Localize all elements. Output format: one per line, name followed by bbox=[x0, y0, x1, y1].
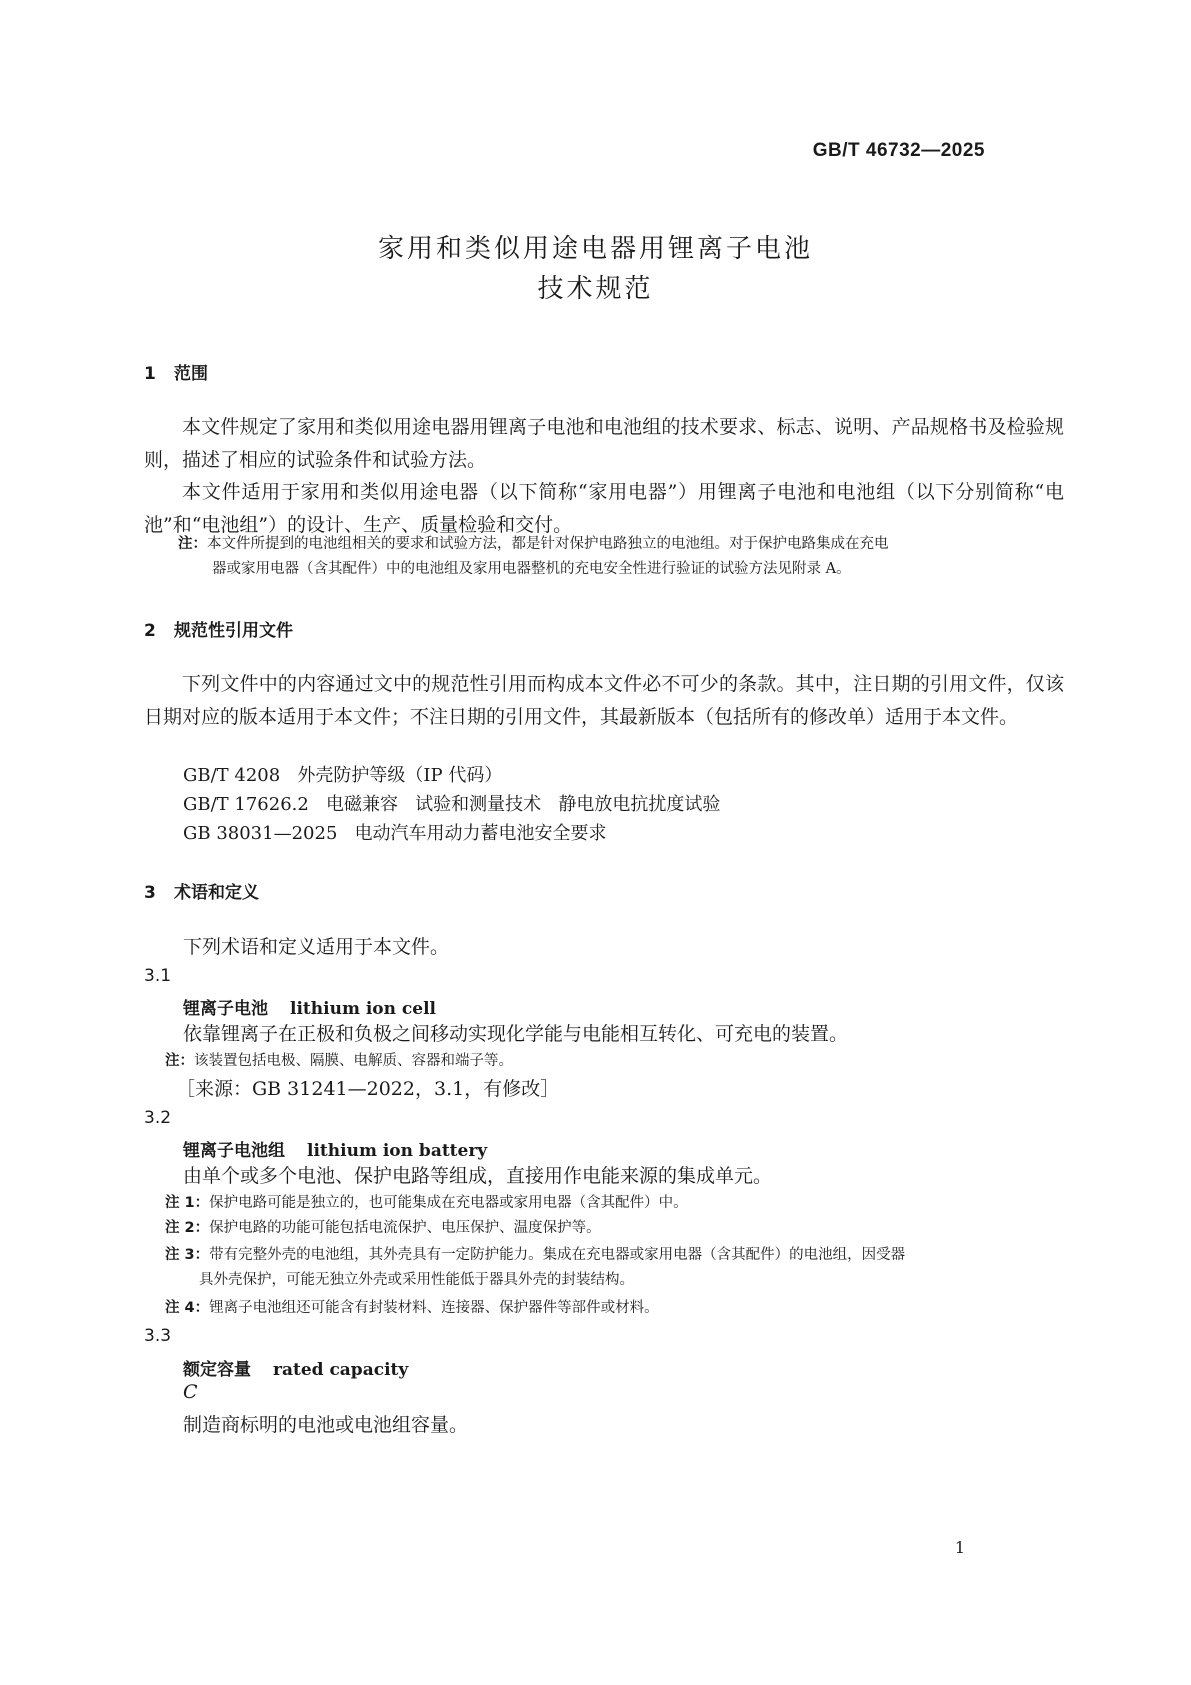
section-number: 3 bbox=[144, 883, 156, 903]
note-text: 该装置包括电极、隔膜、电解质、容器和端子等。 bbox=[194, 1053, 513, 1069]
term-3-3-number: 3.3 bbox=[144, 1326, 172, 1346]
normative-reference-2: GB/T 17626.2 电磁兼容 试验和测量技术 静电放电抗扰度试验 bbox=[183, 794, 721, 815]
note-label: 注： bbox=[178, 536, 207, 552]
note-text: 保护电路可能是独立的，也可能集成在充电器或家用电器（含其配件）中。 bbox=[209, 1195, 688, 1211]
section-1-note bbox=[178, 532, 1062, 582]
note-label: 注 3： bbox=[165, 1247, 210, 1263]
document-title-line1: 家用和类似用途电器用锂离子电池 bbox=[377, 234, 813, 264]
term-3-2-note-4 bbox=[165, 1296, 1049, 1321]
section-title: 范围 bbox=[174, 364, 208, 384]
term-3-3-definition: 制造商标明的电池或电池组容量。 bbox=[183, 1414, 469, 1436]
term-3-2-note-3 bbox=[165, 1243, 1049, 1293]
term-3-3-name bbox=[183, 1355, 408, 1380]
normative-reference-3: GB 38031—2025 电动汽车用动力蓄电池安全要求 bbox=[183, 823, 607, 844]
section-2-paragraph-1: 下列文件中的内容通过文中的规范性引用而构成本文件必不可少的条款。其中，注日期的引用文件，仅该日期对应的版本适用于本文件；不注日期的引用文件，其最新版本（包括所有的修改单）适用于本文件。 bbox=[144, 673, 1064, 728]
section-2-heading bbox=[144, 616, 293, 641]
term-3-3-symbol: C bbox=[183, 1381, 198, 1403]
term-english: rated capacity bbox=[273, 1360, 409, 1380]
term-3-2-name bbox=[183, 1136, 487, 1161]
term-3-2-number: 3.2 bbox=[144, 1108, 172, 1128]
note-text: 锂离子电池组还可能含有封装材料、连接器、保护器件等部件或材料。 bbox=[209, 1300, 659, 1316]
page-number: 1 bbox=[954, 1538, 965, 1557]
term-3-1-name bbox=[183, 994, 436, 1019]
note-text-line1: 带有完整外壳的电池组，其外壳具有一定防护能力。集成在充电器或家用电器（含其配件）的电池组，因受器 bbox=[209, 1247, 906, 1263]
section-1-paragraph-2: 本文件适用于家用和类似用途电器（以下简称“家用电器”）用锂离子电池和电池组（以下分别简称“电池”和“电池组”）的设计、生产、质量检验和交付。 bbox=[144, 481, 1064, 536]
term-chinese: 额定容量 bbox=[183, 1360, 251, 1380]
note-text-line1: 本文件所提到的电池组相关的要求和试验方法，都是针对保护电路独立的电池组。对于保护电路集成在充电 bbox=[207, 536, 889, 552]
note-label: 注 1： bbox=[165, 1195, 210, 1211]
note-text: 保护电路的功能可能包括电流保护、电压保护、温度保护等。 bbox=[209, 1220, 601, 1236]
section-3-intro: 下列术语和定义适用于本文件。 bbox=[183, 936, 450, 958]
normative-reference-1: GB/T 4208 外壳防护等级（IP 代码） bbox=[183, 765, 503, 786]
term-3-1-definition: 依靠锂离子在正极和负极之间移动实现化学能与电能相互转化、可充电的装置。 bbox=[183, 1023, 849, 1045]
document-title-line2: 技术规范 bbox=[537, 274, 654, 304]
term-chinese: 锂离子电池 bbox=[183, 999, 268, 1019]
term-english: lithium ion battery bbox=[307, 1141, 488, 1161]
section-number: 2 bbox=[144, 621, 156, 641]
term-3-1-number: 3.1 bbox=[144, 966, 172, 986]
term-3-2-note-1 bbox=[165, 1191, 1049, 1216]
term-3-1-source: ［来源：GB 31241—2022，3.1，有修改］ bbox=[176, 1078, 560, 1100]
note-text-line2: 具外壳保护，可能无独立外壳或采用性能低于器具外壳的封装结构。 bbox=[199, 1272, 634, 1288]
term-3-2-definition: 由单个或多个电池、保护电路等组成，直接用作电能来源的集成单元。 bbox=[183, 1165, 773, 1187]
standard-number: GB/T 46732—2025 bbox=[812, 140, 985, 161]
note-label: 注 2： bbox=[165, 1220, 210, 1236]
term-chinese: 锂离子电池组 bbox=[183, 1141, 285, 1161]
note-label: 注 4： bbox=[165, 1300, 210, 1316]
section-1-heading bbox=[144, 359, 208, 384]
section-number: 1 bbox=[144, 364, 156, 384]
term-english: lithium ion cell bbox=[290, 999, 437, 1019]
section-1-paragraph-1: 本文件规定了家用和类似用途电器用锂离子电池和电池组的技术要求、标志、说明、产品规格书及检验规则，描述了相应的试验条件和试验方法。 bbox=[144, 416, 1064, 471]
note-label: 注： bbox=[165, 1053, 194, 1069]
note-text-line2: 器或家用电器（含其配件）中的电池组及家用电器整机的充电安全性进行验证的试验方法见附录 A。 bbox=[212, 561, 851, 577]
section-title: 规范性引用文件 bbox=[174, 621, 293, 641]
section-title: 术语和定义 bbox=[174, 883, 259, 903]
section-3-heading bbox=[144, 878, 259, 903]
term-3-1-note bbox=[165, 1049, 1049, 1074]
term-3-2-note-2 bbox=[165, 1216, 1049, 1241]
